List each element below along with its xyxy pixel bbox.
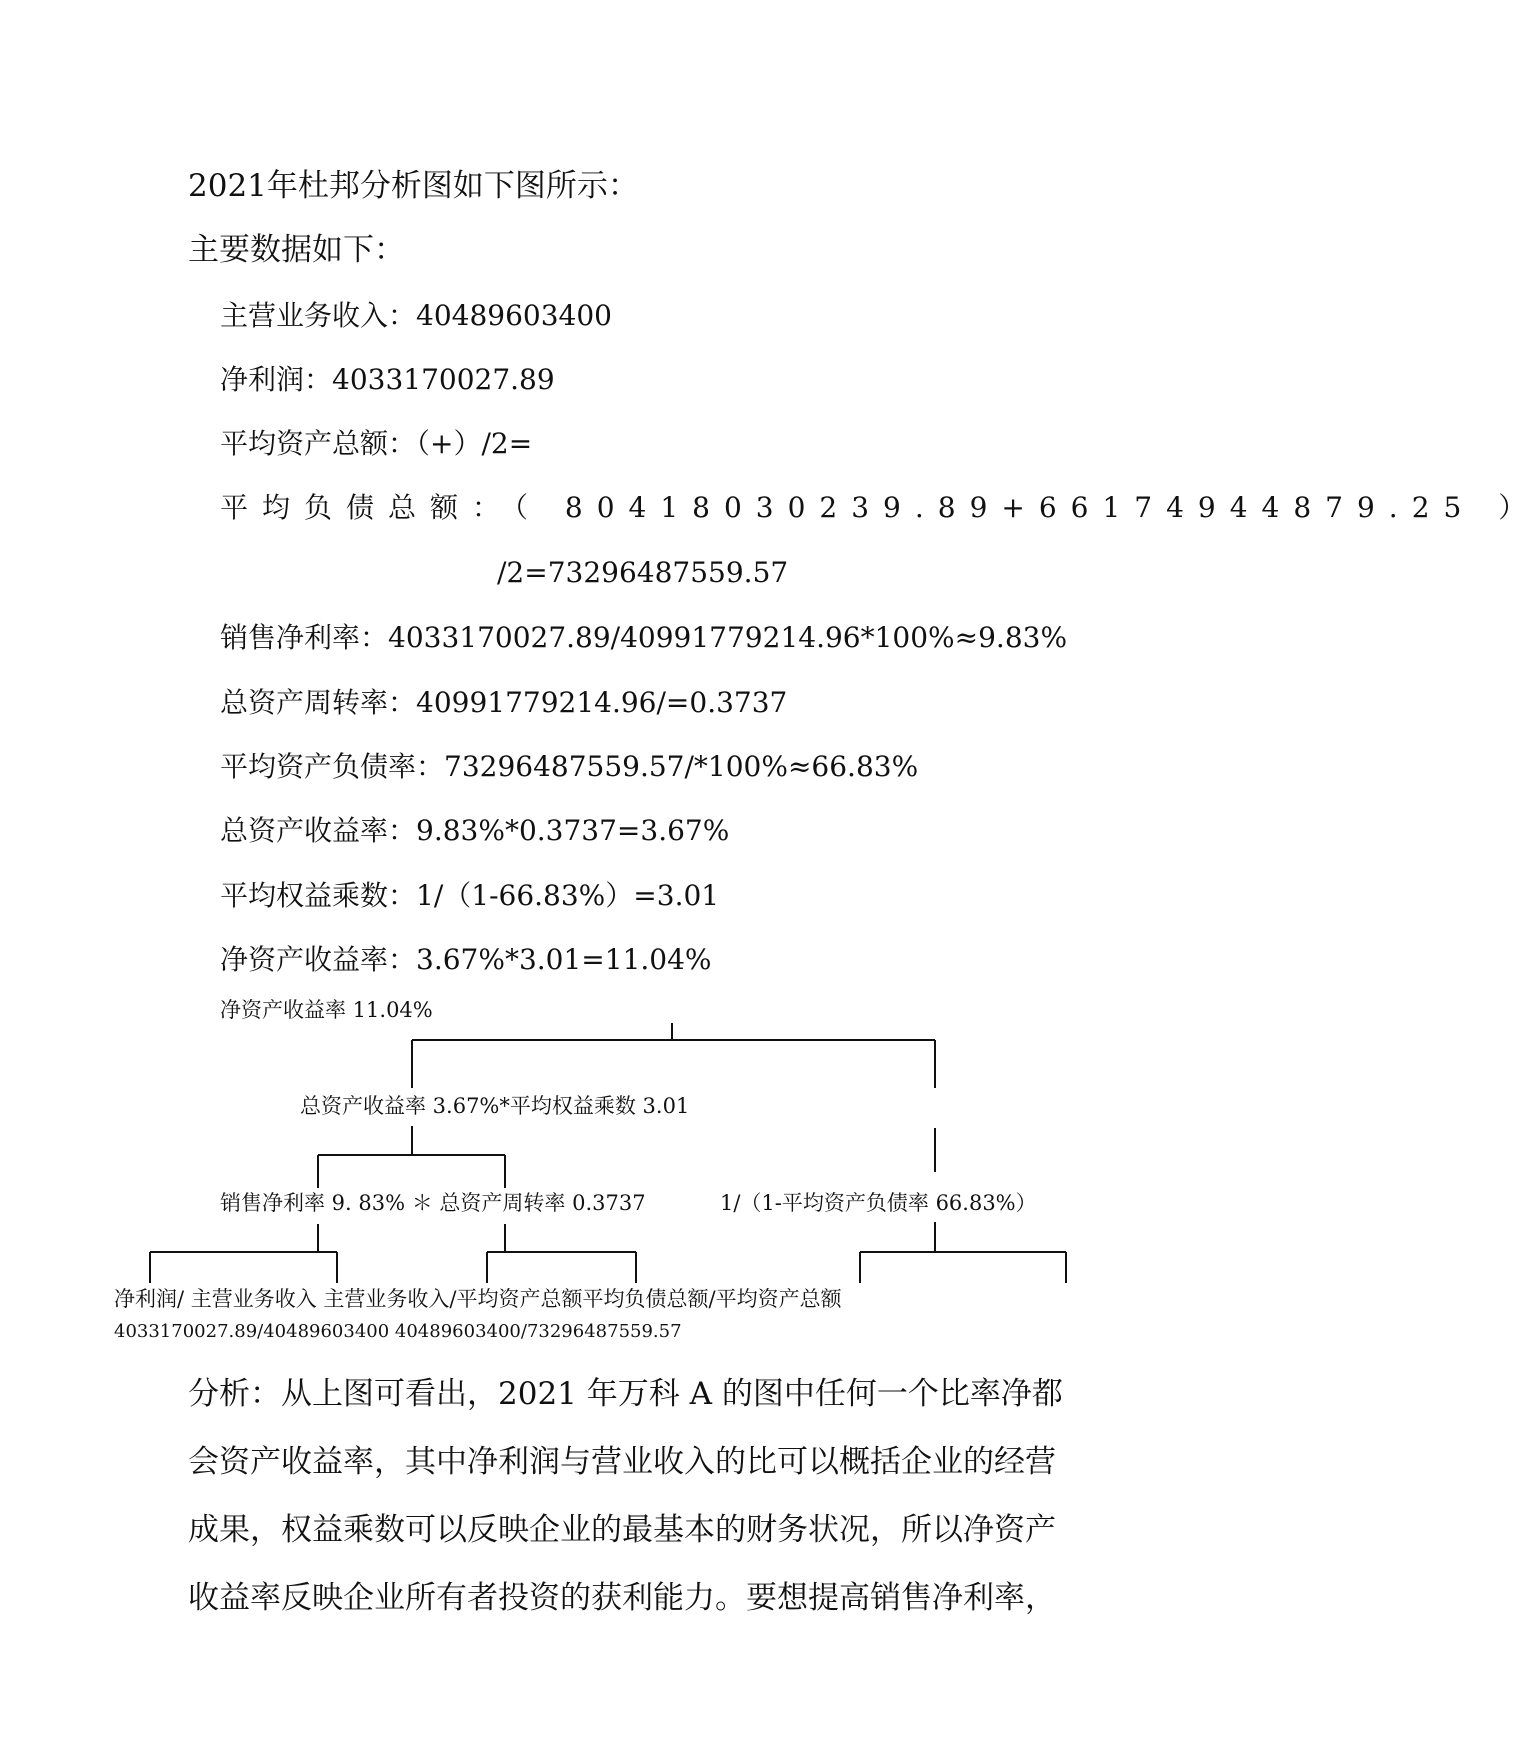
tree-level2-right-label: 1/（1-平均资产负债率 66.83%）	[720, 1191, 1037, 1215]
debt-ratio-line: 平均资产负债率：73296487559.57/*100%≈66.83%	[220, 750, 919, 783]
net-margin-line: 销售净利率：4033170027.89/40991779214.96*100%≈9.83%	[220, 621, 1068, 654]
analysis-line-1: 分析：从上图可看出，2021 年万科 A 的图中任何一个比率净都	[188, 1376, 1063, 1412]
roa-line: 总资产收益率：9.83%*0.3737=3.67%	[220, 814, 730, 847]
subheading: 主要数据如下：	[188, 232, 405, 268]
analysis-line-2: 会资产收益率，其中净利润与营业收入的比可以概括企业的经营	[188, 1444, 1056, 1480]
heading: 2021年杜邦分析图如下图所示：	[188, 168, 639, 204]
analysis-line-3: 成果，权益乘数可以反映企业的最基本的财务状况，所以净资产	[188, 1512, 1056, 1548]
asset-turnover-line: 总资产周转率：40991779214.96/=0.3737	[220, 686, 788, 719]
tree-level1-left-label: 总资产收益率 3.67%*平均权益乘数 3.01	[300, 1094, 690, 1118]
avg-assets-line: 平均资产总额：（+）/2=	[220, 427, 533, 460]
roe-line: 净资产收益率：3.67%*3.01=11.04%	[220, 943, 712, 976]
analysis-paragraph	[188, 1360, 1068, 1632]
tree-leaf-values: 4033170027.89/40489603400 40489603400/73296487559.57	[114, 1321, 682, 1342]
tree-level2-left-label: 销售净利率 9. 83% ＊ 总资产周转率 0.3737	[220, 1191, 646, 1215]
avg-liabilities-line: 平均负债总额：（ 80418030239.89+66174944879.25 ）	[220, 491, 1540, 524]
revenue-line: 主营业务收入：40489603400	[220, 299, 612, 332]
tree-root-label: 净资产收益率 11.04%	[220, 998, 433, 1022]
net-profit-line: 净利润：4033170027.89	[220, 363, 555, 396]
analysis-line-4: 收益率反映企业所有者投资的获利能力。要想提高销售净利率，	[188, 1580, 1056, 1616]
avg-liabilities-result: /2=73296487559.57	[497, 556, 789, 589]
tree-leaf-labels: 净利润/ 主营业务收入 主营业务收入/平均资产总额平均负债总额/平均资产总额	[114, 1287, 842, 1311]
equity-multiplier-line: 平均权益乘数：1/（1-66.83%）=3.01	[220, 879, 720, 912]
